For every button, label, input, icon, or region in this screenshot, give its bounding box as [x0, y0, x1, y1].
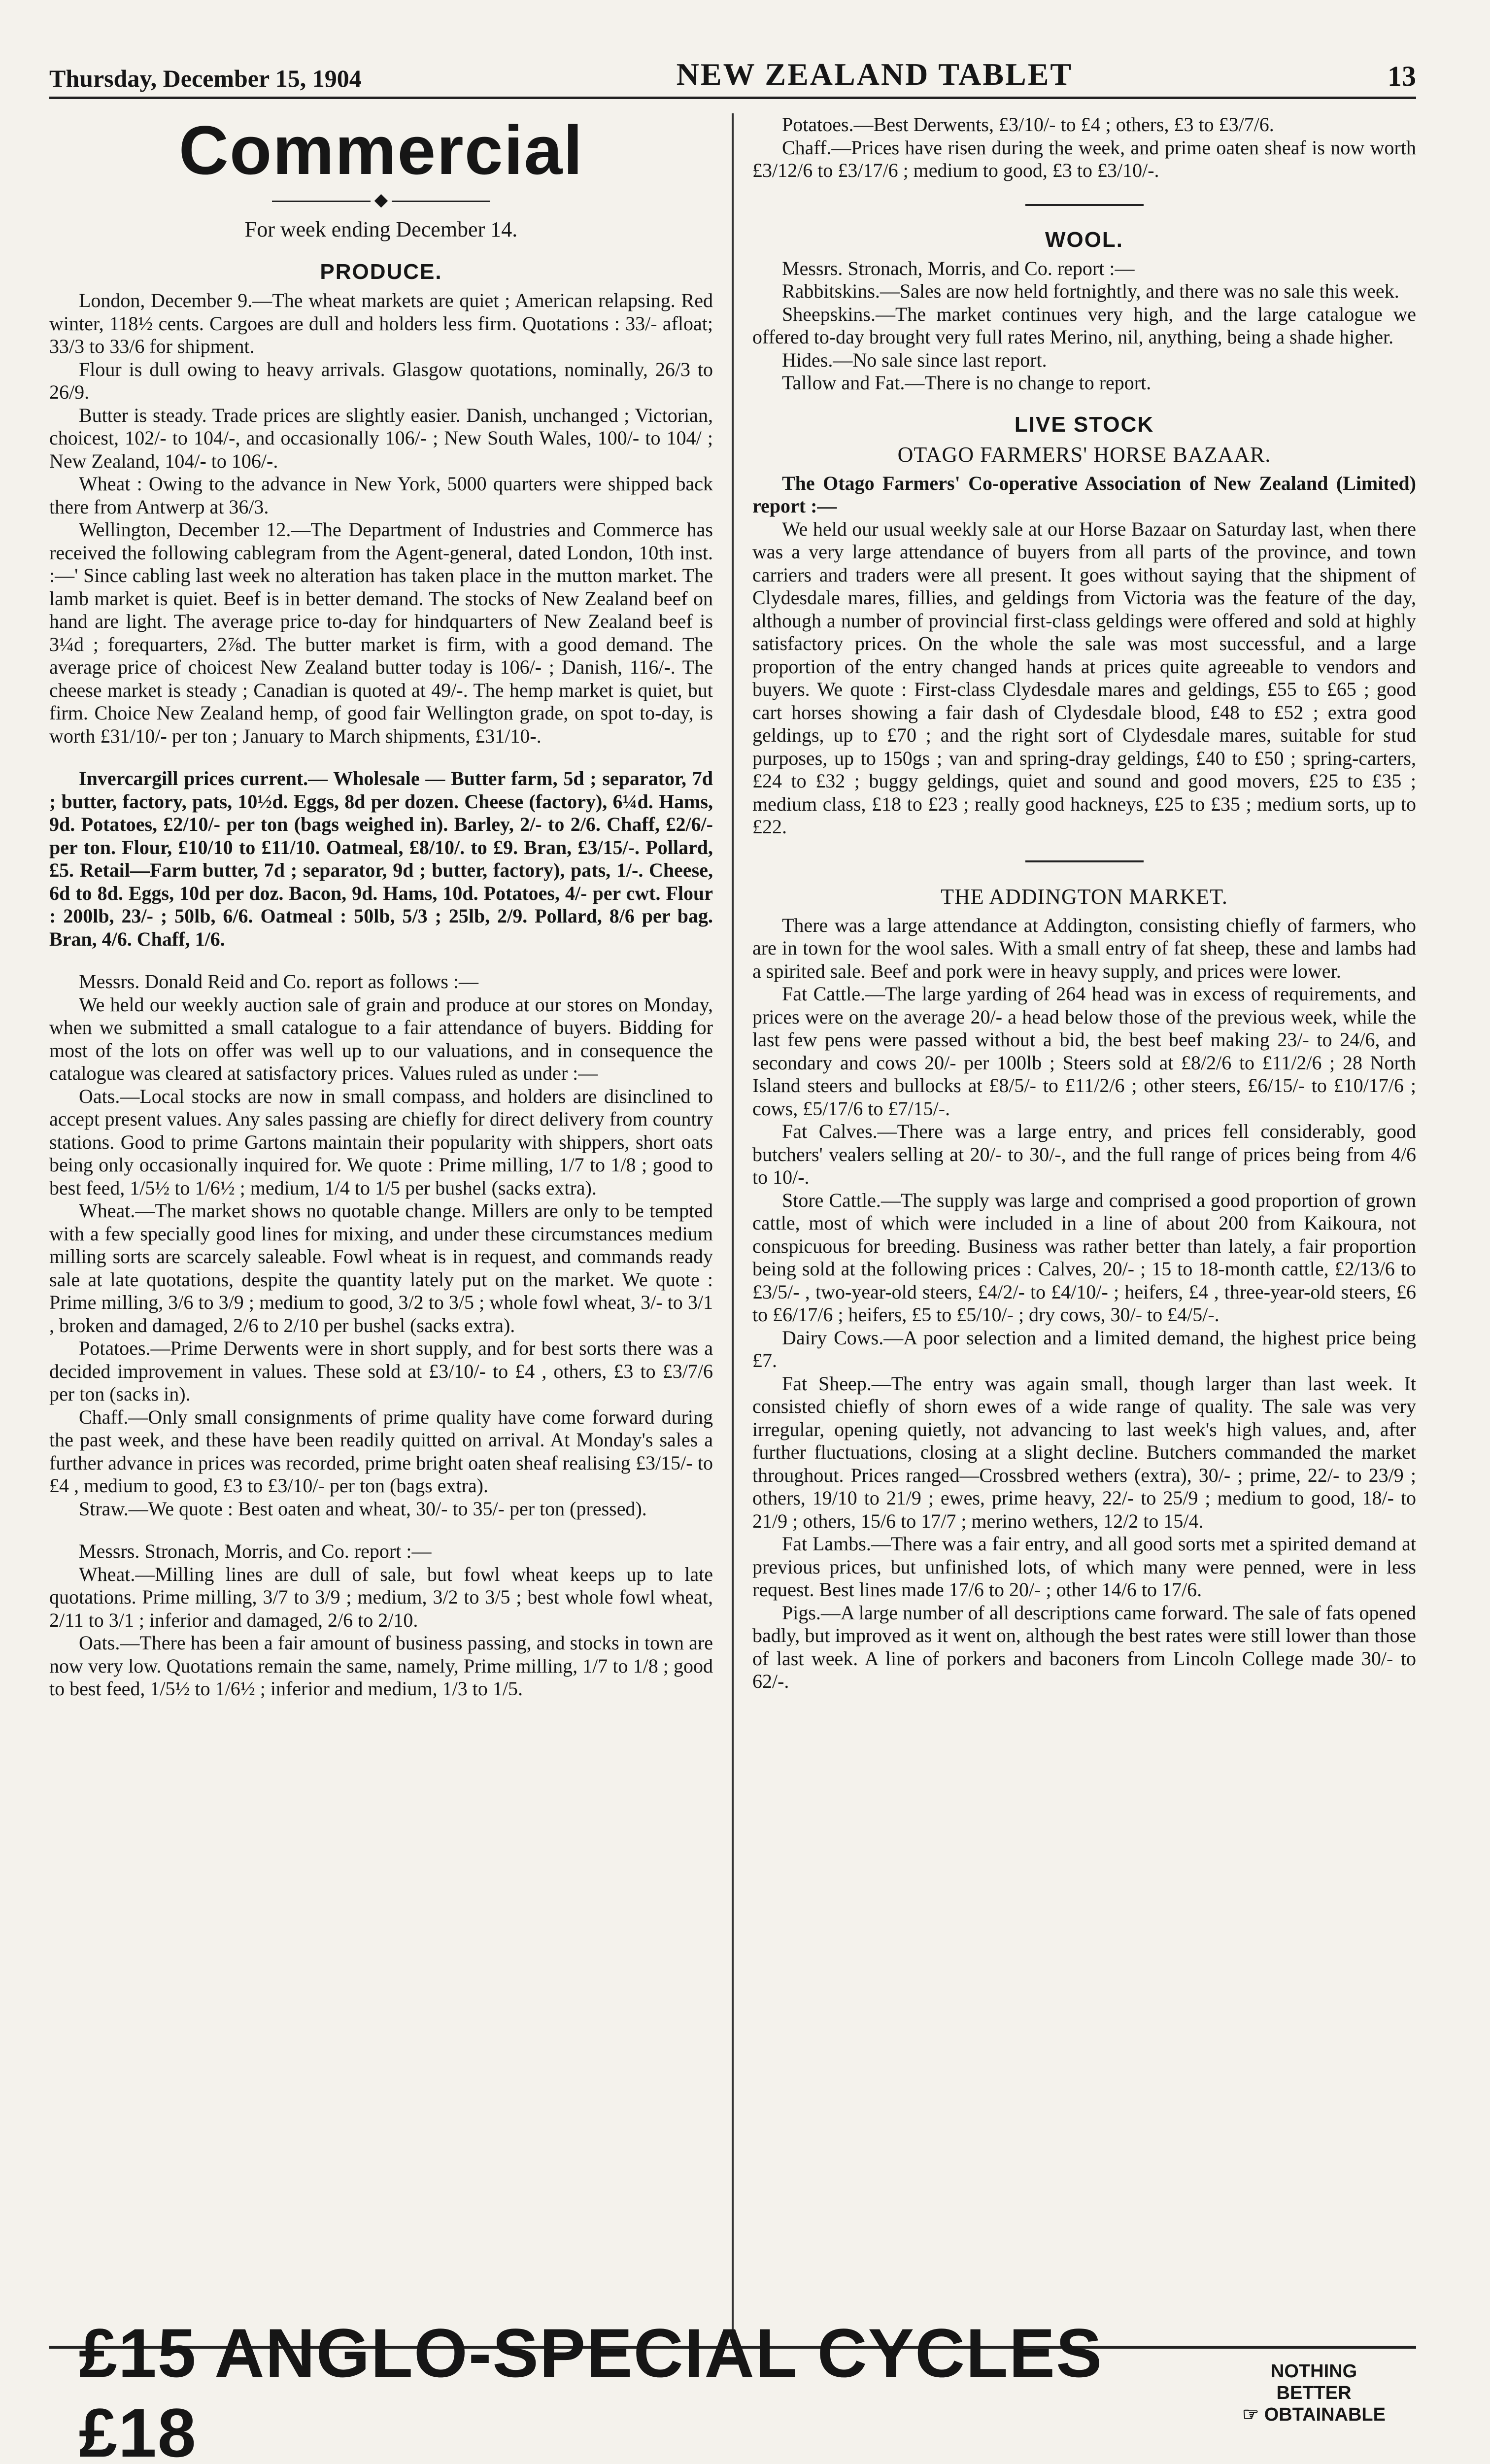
- commercial-heading: Commercial: [178, 113, 584, 189]
- wool-paragraph: Sheepskins.—The market continues very high, and the large catalogue we offered to-day brought very full rates Merino, nil, anything, being a shade higher.: [752, 303, 1416, 348]
- wool-paragraph: Tallow and Fat.—There is no change to report.: [782, 372, 1151, 394]
- tagline-line: NOTHING BETTER: [1270, 2361, 1357, 2403]
- section-divider: [1025, 860, 1144, 862]
- addington-paragraph: Fat Calves.—There was a large entry, and prices fell considerably, good butchers' vealers selling at 20/- to 30/-, and the full range of prices being from 4/6 to 10/-.: [752, 1120, 1416, 1188]
- addington-paragraph: There was a large attendance at Addington, consisting chiefly of farmers, who are in town for the wool sales. With a small entry of fat sheep, these and lambs had a spirited sale. Beef and pork were in heavy supply, and prices were lower.: [752, 914, 1416, 982]
- invercargill-prices: Invercargill prices current.— Wholesale — Butter farm, 5d ; separator, 7d ; butter, factory, pats, 10½d. Eggs, 8d per dozen. Cheese (factory), 6¼d. Hams, 9d. Potatoes, £2/10/- per ton (bags weighed in). Barley, 2/- to 2/6. Chaff, £2/6/- per ton. Flour, £10/10 to £11/10. Oatmeal, £8/10/. to £9. Bran, £3/15/-. Pollard, £5. Retail—Farm butter, 7d ; separator, 9d ; butter, factory), pats, 1/-. Cheese, 6d to 8d. Eggs, 10d per doz. Bacon, 9d. Hams, 10d. Potatoes, 4/- per cwt. Flour : 200lb, 23/- ; 50lb, 6/6. Oatmeal : 50lb, 5/3 ; 25lb, 2/9. Pollard, 8/6 per bag. Bran, 4/6. Chaff, 1/6.: [49, 767, 713, 950]
- bazaar-intro: The Otago Farmers' Co-operative Association of New Zealand (Limited) report :—: [752, 472, 1416, 517]
- potatoes-paragraph: Potatoes.—Best Derwents, £3/10/- to £4 ; others, £3 to £3/7/6.: [782, 113, 1274, 136]
- bazaar-paragraph: We held our usual weekly sale at our Horse Bazaar on Saturday last, when there was a very large attendance of buyers from all parts of the province, and town carriers and traders were all present. It goes without saying that the shipment of Clydesdale mares, fillies, and geldings from Victoria was the feature of the day, although a number of provincial first-class geldings were offered and sold at highly satisfactory prices. On the whole the sale was most successful, and a large proportion of the entry changed hands at prices quite agreeable to vendors and buyers. We quote : First-class Clydesdale mares and geldings, £55 to £65 ; good cart horses showing a fair dash of Clydesdale blood, £48 to £52 ; extra good geldings, up to £70 ; and the right sort of Clydesdale mares, suitable for stud purposes, up to 150gs ; van and spring-dray geldings, £40 to £50 ; spring-carters, £24 to £32 ; buggy geldings, quiet and sound and good movers, £25 to £35 ; medium class, £18 to £23 ; really good hackneys, £25 to £35 ; medium sorts, up to £22.: [752, 517, 1416, 838]
- addington-paragraph: Store Cattle.—The supply was large and comprised a good proportion of grown cattle, most of which were included in a line of about 200 from Kaikoura, not conspicuous for breeding. Business was rather better than lately, a fair proportion being sold at the following prices : Calves, 20/- ; 15 to 18-month cattle, £2/13/6 to £3/5/- , two-year-old steers, £4/2/- to £4/10/- ; heifers, £4 , three-year-old steers, £6 to £6/17/6 ; heifers, £5 to £5/10/- ; dry cows, 30/- to £4/5/-.: [752, 1189, 1416, 1326]
- produce-paragraph: London, December 9.—The wheat markets are quiet ; American relapsing. Red winter, 118½ cents. Cargoes are dull and holders less firm. Quotations : 33/- afloat; 33/3 to 33/6 for shipment.: [49, 289, 713, 357]
- week-ending-subheading: For week ending December 14.: [244, 217, 518, 241]
- stronach-paragraph: Wheat.—Milling lines are dull of sale, but fowl wheat keeps up to late quotations. Prime milling, 3/7 to 3/9 ; medium, 3/2 to 3/5 ; best whole fowl wheat, 2/11 to 3/1 ; inferior and damaged, 2/6 to 2/10.: [49, 1563, 713, 1631]
- produce-paragraph: Wheat : Owing to the advance in New York, 5000 quarters were shipped back there from Antwerp at 36/3.: [49, 473, 713, 518]
- addington-paragraph: Fat Cattle.—The large yarding of 264 head was in excess of requirements, and prices were on the average 20/- a head below those of the previous week, while the last few pens were passed without a bid, the best beef making 23/- to 24/6, and secondary and cows 20/- per 100lb ; Steers sold at £8/2/6 to £11/2/6 ; 28 North Island steers and bullocks at £8/5/- to £11/2/6 ; other steers, £6/15/- to £10/17/6 ; cows, £5/17/6 to £7/15/-.: [752, 983, 1416, 1120]
- reid-intro: Messrs. Donald Reid and Co. report as follows :—: [79, 970, 479, 992]
- reid-paragraph: We held our weekly auction sale of grain and produce at our stores on Monday, when we submitted a small catalogue to a fair attendance of buyers. Bidding for most of the lots on offer was well up to our valuations, and in consequence the catalogue was cleared at satisfactory prices. Values ruled as under :—: [49, 993, 713, 1084]
- wool-paragraph: Hides.—No sale since last report.: [782, 348, 1047, 371]
- wool-paragraph: Rabbitskins.—Sales are now held fortnightly, and there was no sale this week.: [782, 280, 1399, 302]
- produce-paragraph: Flour is dull owing to heavy arrivals. Glasgow quotations, nominally, 26/3 to 26/9.: [49, 358, 713, 403]
- horse-bazaar-title: OTAGO FARMERS' HORSE BAZAAR.: [897, 442, 1271, 467]
- publication-title: NEW ZEALAND TABLET: [676, 57, 1073, 92]
- tagline-line: ☞ OBTAINABLE: [1242, 2404, 1386, 2425]
- addington-paragraph: Fat Lambs.—There was a fair entry, and all good sorts met a spirited demand at previous prices, but unfinished lots, of which many were penned, were in less request. Best lines made 17/6 to 20/- ; other 14/6 to 17/6.: [752, 1533, 1416, 1601]
- masthead: [49, 58, 1416, 99]
- addington-paragraph: Pigs.—A large number of all descriptions came forward. The sale of fats opened badly, but improved as it went on, although the best rates were still lower than those of last week. A line of porkers and baconers from Lincoln College made 30/- to 62/-.: [752, 1601, 1416, 1692]
- reid-paragraph: Straw.—We quote : Best oaten and wheat, 30/- to 35/- per ton (pressed).: [79, 1497, 647, 1520]
- right-column: [732, 113, 1416, 2331]
- reid-paragraph: Chaff.—Only small consignments of prime quality have come forward during the past week, and these have been readily quitted on arrival. At Monday's sales a further advance in prices was recorded, prime bright oaten sheaf realising £3/15/- to £4 , medium to good, £3 to £3/10/- per ton (bags extra).: [49, 1405, 713, 1497]
- page-number: 13: [1387, 60, 1416, 92]
- advertisement-headline: £15 ANGLO-SPECIAL CYCLES £18: [79, 2314, 1103, 2464]
- stronach-intro: Messrs. Stronach, Morris, and Co. report :—: [79, 1540, 432, 1562]
- advertisement-tagline: [1231, 2361, 1396, 2426]
- chaff-paragraph: Chaff.—Prices have risen during the week, and prime oaten sheaf is now worth £3/12/6 to £3/17/6 ; medium to good, £3 to £3/10/-.: [752, 136, 1416, 181]
- reid-paragraph: Oats.—Local stocks are now in small compass, and holders are disinclined to accept present values. Any sales passing are chiefly for direct delivery from country stations. Good to prime Gartons maintain their popularity with shippers, short oats being only occasionally inquired for. We quote : Prime milling, 1/7 to 1/8 ; good to best feed, 1/5½ to 1/6½ ; medium, 1/4 to 1/5 per bushel (sacks extra).: [49, 1085, 713, 1199]
- addington-paragraph: Fat Sheep.—The entry was again small, though larger than last week. It consisted chiefly of shorn ewes of a wide range of quality. The sale was very irregular, opening quietly, not advancing to last week's high values, and, after further fluctuations, closing at a slight decline. Butchers commanded the market throughout. Prices ranged—Crossbred wethers (extra), 30/- ; prime, 22/- to 23/9 ; others, 19/10 to 21/9 ; ewes, prime heavy, 22/- to 25/9 ; medium to good, 18/- to 21/9 ; others, 15/6 to 17/7 ; merino wethers, 12/2 to 15/4.: [752, 1372, 1416, 1532]
- produce-paragraph: Wellington, December 12.—The Department of Industries and Commerce has received the following cablegram from the Agent-general, dated London, 10th inst. :—' Since cabling last week no alteration has taken place in the mutton market. The lamb market is quiet. Beef is in better demand. The stocks of New Zealand beef on hand are light. The average price to-day for hindquarters of New Zealand beef is 3¼d ; forequarters, 2⅞d. The butter market is firm, with a good demand. The average price of choicest New Zealand butter today is 106/- ; Danish, 116/-. The cheese market is steady ; Canadian is quoted at 49/-. The hemp market is quiet, but firm. Choice New Zealand hemp, of good fair Wellington grade, on spot to-day, is worth £31/10/- per ton ; January to March shipments, £31/10-.: [49, 518, 713, 747]
- reid-paragraph: Wheat.—The market shows no quotable change. Millers are only to be tempted with a few specially good lines for mixing, and under these circumstances medium milling sorts are scarcely saleable. Fowl wheat is in request, and commands ready sale at late quotations, despite the quantity lately put on the market. We quote : Prime milling, 3/6 to 3/9 ; medium to good, 3/2 to 3/5 ; whole fowl wheat, 3/- to 3/1 , broken and damaged, 2/6 to 2/10 per bushel (sacks extra).: [49, 1199, 713, 1336]
- left-column: [49, 113, 732, 2331]
- cycles-advertisement: [49, 2314, 1416, 2464]
- ornament-divider: ◆: [49, 189, 713, 210]
- stronach-paragraph: Oats.—There has been a fair amount of business passing, and stocks in town are now very low. Quotations remain the same, namely, Prime milling, 1/7 to 1/8 ; good to best feed, 1/5½ to 1/6½ ; inferior and medium, 1/3 to 1/5.: [49, 1632, 713, 1700]
- wool-title: WOOL.: [1045, 227, 1124, 252]
- wool-intro: Messrs. Stronach, Morris, and Co. report :—: [782, 257, 1135, 279]
- addington-paragraph: Dairy Cows.—A poor selection and a limited demand, the highest price being £7.: [752, 1326, 1416, 1371]
- section-divider: [1025, 204, 1144, 206]
- livestock-title: LIVE STOCK: [1014, 412, 1154, 437]
- article-columns: [49, 113, 1416, 2331]
- reid-paragraph: Potatoes.—Prime Derwents were in short supply, and for best sorts there was a decided improvement in values. These sold at £3/10/- to £4 , others, £3 to £3/7/6 per ton (sacks in).: [49, 1337, 713, 1405]
- produce-paragraph: Butter is steady. Trade prices are slightly easier. Danish, unchanged ; Victorian, choicest, 102/- to 104/-, and occasionally 106/- ; New South Wales, 100/- to 104/ ; New Zealand, 104/- to 106/-.: [49, 404, 713, 472]
- issue-date: Thursday, December 15, 1904: [49, 65, 362, 92]
- pointing-hand-icon: ☞: [1242, 2404, 1259, 2425]
- produce-title: PRODUCE.: [320, 260, 442, 284]
- addington-title: THE ADDINGTON MARKET.: [941, 884, 1228, 909]
